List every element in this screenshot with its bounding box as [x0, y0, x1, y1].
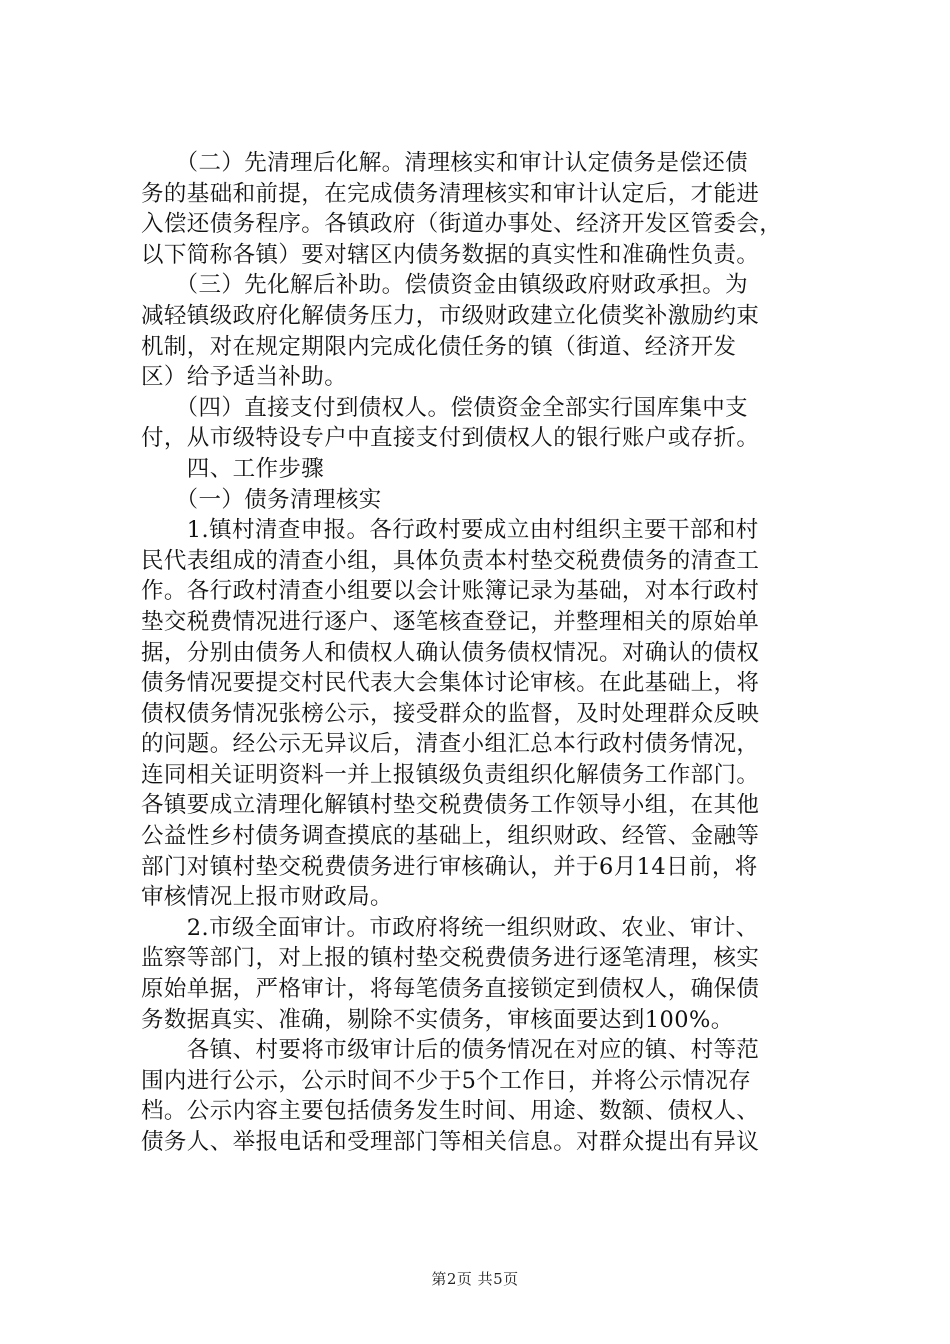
- section-heading: 四、工作步骤: [141, 455, 325, 482]
- text-line: （二）先清理后化解。清理核实和审计认定债务是偿还债: [141, 150, 749, 176]
- text-line: 作。各行政村清查小组要以会计账簿记录为基础，对本行政村: [141, 578, 760, 605]
- text-line: 减轻镇级政府化解债务压力，市级财政建立化债奖补激励约束: [141, 302, 760, 329]
- text-line: 务的基础和前提，在完成债务清理核实和审计认定后，才能进: [141, 180, 760, 207]
- subsection-heading: （一）债务清理核实: [141, 486, 382, 513]
- text-line: （四）直接支付到债权人。偿债资金全部实行国库集中支: [141, 394, 749, 421]
- text-line: 部门对镇村垫交税费债务进行审核确认，并于6月14日前，将: [141, 853, 758, 880]
- text-line: 机制，对在规定期限内完成化债任务的镇（街道、经济开发: [141, 333, 737, 360]
- text-line: 的问题。经公示无异议后，清查小组汇总本行政村债务情况，: [141, 731, 760, 758]
- text-line: 公益性乡村债务调查摸底的基础上，组织财政、经管、金融等: [141, 823, 760, 850]
- text-line: 审核情况上报市财政局。: [141, 884, 393, 911]
- text-line: 务数据真实、准确，剔除不实债务，审核面要达到100%。: [141, 1006, 734, 1033]
- text-line: 围内进行公示，公示时间不少于5个工作日，并将公示情况存: [141, 1067, 752, 1094]
- text-line: 民代表组成的清查小组，具体负责本村垫交税费债务的清查工: [141, 547, 760, 574]
- text-line: 监察等部门，对上报的镇村垫交税费债务进行逐笔清理，核实: [141, 945, 760, 972]
- text-line: 债务人、举报电话和受理部门等相关信息。对群众提出有异议: [141, 1129, 760, 1155]
- text-line: 以下简称各镇）要对辖区内债务数据的真实性和准确性负责。: [141, 241, 760, 268]
- text-line: 入偿还债务程序。各镇政府（街道办事处、经济开发区管委会，: [141, 211, 783, 238]
- text-line: 债权债务情况张榜公示，接受群众的监督，及时处理群众反映: [141, 700, 760, 727]
- text-line: 区）给予适当补助。: [141, 364, 348, 391]
- text-line: 各镇、村要将市级审计后的债务情况在对应的镇、村等范: [141, 1037, 760, 1064]
- page-number-footer: 第2页 共5页: [431, 1270, 519, 1288]
- text-line: 付，从市级特设专户中直接支付到债权人的银行账户或存折。: [141, 425, 760, 452]
- text-line: 1.镇村清查申报。各行政村要成立由村组织主要干部和村: [141, 517, 759, 544]
- text-line: 原始单据，严格审计，将每笔债务直接锁定到债权人，确保债: [141, 976, 760, 1003]
- text-line: （三）先化解后补助。偿债资金由镇级政府财政承担。为: [141, 272, 749, 299]
- text-line: 档。公示内容主要包括债务发生时间、用途、数额、债权人、: [141, 1098, 760, 1125]
- text-line: 垫交税费情况进行逐户、逐笔核查登记，并整理相关的原始单: [141, 608, 760, 635]
- text-line: 2.市级全面审计。市政府将统一组织财政、农业、审计、: [141, 914, 759, 941]
- text-line: 各镇要成立清理化解镇村垫交税费债务工作领导小组，在其他: [141, 792, 760, 819]
- text-line: 连同相关证明资料一并上报镇级负责组织化解债务工作部门。: [141, 761, 760, 788]
- text-line: 据，分别由债务人和债权人确认债务债权情况。对确认的债权: [141, 639, 760, 666]
- document-body: [141, 148, 831, 1158]
- text-line: 债务情况要提交村民代表大会集体讨论审核。在此基础上，将: [141, 670, 760, 697]
